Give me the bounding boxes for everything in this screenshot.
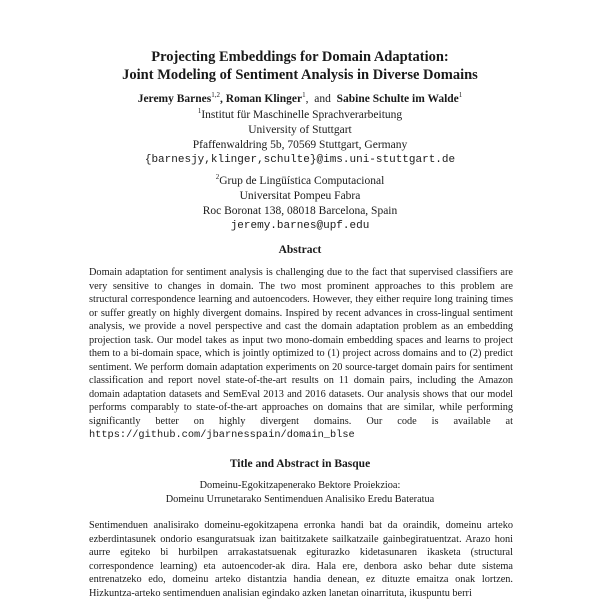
affiliation-institute: Institut für Maschinelle Sprachverarbeitung	[201, 108, 403, 121]
author-affiliation-mark: 1,2	[211, 91, 221, 99]
code-url-link[interactable]: https://github.com/jbarnesspain/domain_blse	[89, 429, 355, 441]
basque-title	[0, 479, 600, 506]
affiliation-mark: 1	[197, 107, 202, 115]
affiliation-mark: 2	[215, 173, 220, 181]
affiliation-university: University of Stuttgart	[248, 124, 352, 137]
author-name: Roman Klinger	[225, 92, 303, 105]
abstract-body	[89, 266, 513, 443]
affiliation-barcelona	[0, 170, 600, 235]
author-name: Sabine Schulte im Walde	[336, 92, 459, 105]
basque-section-heading: Title and Abstract in Basque	[229, 458, 371, 470]
abstract-heading: Abstract	[278, 244, 322, 256]
affiliation-stuttgart	[0, 104, 600, 169]
affiliation-email: jeremy.barnes@upf.edu	[230, 220, 370, 233]
author-affiliation-mark: 1	[458, 91, 463, 99]
author-separator: , and	[305, 92, 337, 105]
paper-title	[0, 48, 600, 84]
basque-abstract-body: Sentimenduen analisirako domeinu-egokitzapena erronka handi bat da oraindik, domeinu arteko ezberdintasunek ondorio esanguratsuak izan baititzakete sailkatzaile gainbegiratuentzat. Arazo honi aurre egiteko bi hurbilpen arrakastatsuenak egiturazko kidetasunaren ikasketa (structural correspondence learning) eta autoencoder-ak dira. Hala ere, denbora asko behar dute sistema entrenatzeko edo, domeinu arteko distantzia handia denean, ez dituzte emaitza onak lortzen. Hizkuntza-arteko sentimenduen analisian egindako azken lanetan oinarrituta, ikuspuntu berri	[89, 520, 513, 599]
author-name: Jeremy Barnes	[137, 92, 212, 105]
affiliation-address: Roc Boronat 138, 08018 Barcelona, Spain	[202, 205, 398, 218]
paper-title-line-1: Projecting Embeddings for Domain Adaptation:	[151, 49, 449, 65]
affiliation-institute: Grup de Lingüística Computacional	[219, 174, 385, 187]
affiliation-address: Pfaffenwaldring 5b, 70569 Stuttgart, Germany	[192, 139, 408, 152]
author-separator: ,	[220, 92, 226, 105]
paper-title-line-2: Joint Modeling of Sentiment Analysis in Diverse Domains	[122, 67, 478, 83]
affiliation-email: {barnesjy,klinger,schulte}@ims.uni-stuttgart.de	[144, 154, 456, 167]
basque-title-line-1: Domeinu-Egokitzapenerako Bektore Proiekzioa:	[199, 480, 401, 491]
author-affiliation-mark: 1	[302, 91, 306, 99]
affiliation-university: Universitat Pompeu Fabra	[239, 190, 361, 203]
basque-title-line-2: Domeinu Urrunetarako Sentimenduen Analisiko Eredu Bateratua	[165, 493, 435, 505]
abstract-text: Domain adaptation for sentiment analysis is challenging due to the fact that supervised classifiers are very sensitive to changes in domain. The two most prominent approaches to this problem are structural correspondence learning and autoencoders. However, they either require long training times or suffer greatly on highly divergent domains. Inspired by recent advances in cross-lingual sentiment analysis, we provide a novel perspective and cast the domain adaptation problem as an embedding projection task. Our model takes as input two mono-domain embedding spaces and learns to project them to a bi-domain space, which is jointly optimized to (1) project across domains and to (2) predict sentiment. We perform domain adaptation experiments on 20 source-target domain pairs for sentiment classification and report novel state-of-the-art results on 11 domain pairs, including the Amazon domain adaptation datasets and SemEval 2013 and 2016 datasets. Our analysis shows that our model performs comparably to state-of-the-art approaches on domains that are similar, while performing significantly better on highly divergent domains. Our code is available at	[89, 267, 513, 427]
